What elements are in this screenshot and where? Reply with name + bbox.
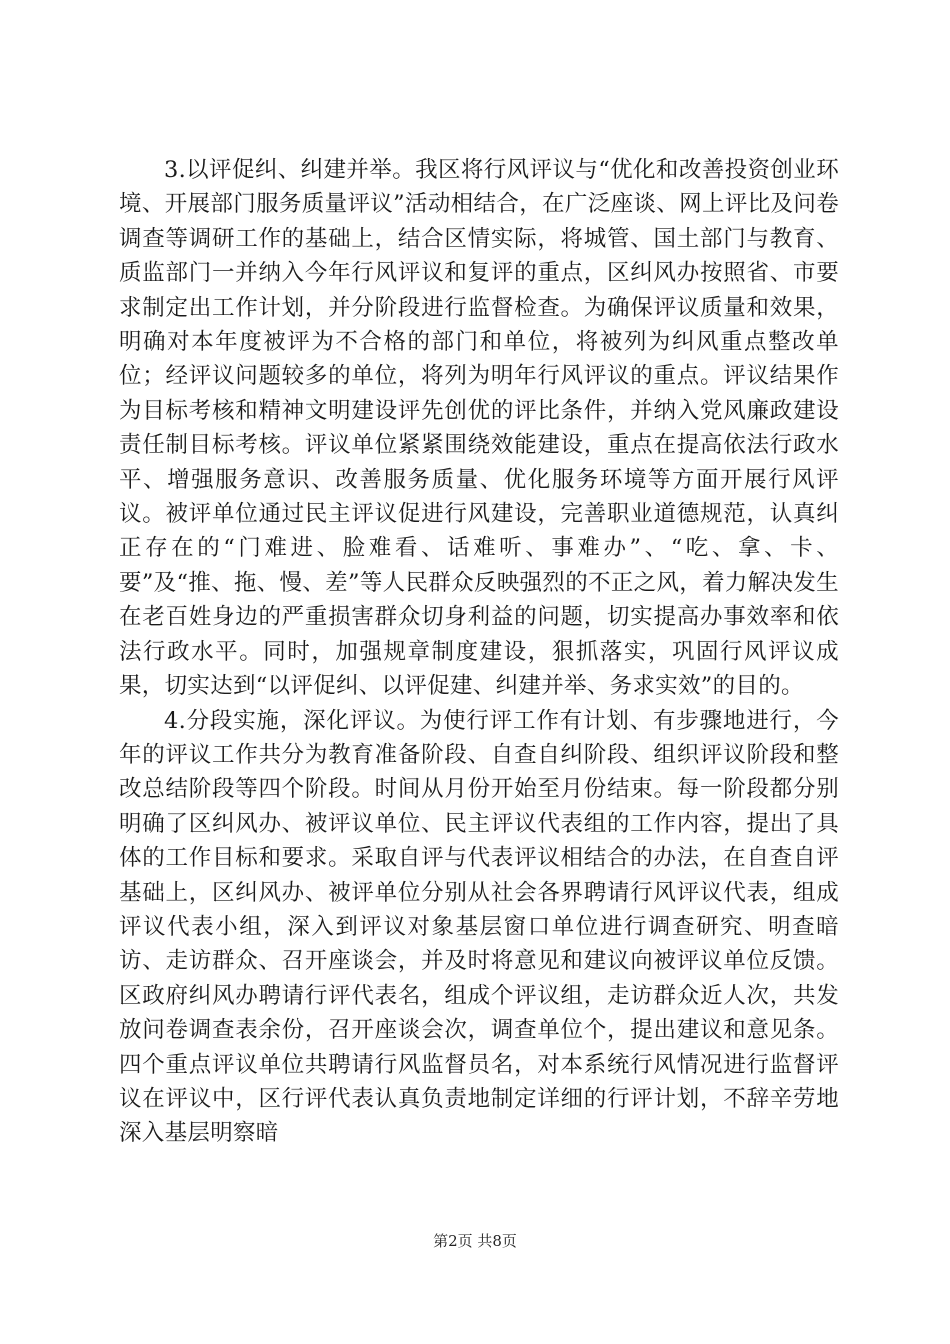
paragraph-3: 3.以评促纠、纠建并举。我区将行风评议与“优化和改善投资创业环境、开展部门服务质量评议”活动相结合，在广泛座谈、网上评比及问卷调查等调研工作的基础上，结合区情实际，将城管、国土部门与教育、质监部门一并纳入今年行风评议和复评的重点，区纠风办按照省、市要求制定出工作计划，并分阶段进行监督检查。为确保评议质量和效果，明确对本年度被评为不合格的部门和单位，将被列为纠风重点整改单位；经评议问题较多的单位，将列为明年行风评议的重点。评议结果作为目标考核和精神文明建设评先创优的评比条件，并纳入党风廉政建设责任制目标考核。评议单位紧紧围绕效能建设，重点在提高依法行政水平、增强服务意识、改善服务质量、优化服务环境等方面开展行风评议。被评单位通过民主评议促进行风建设，完善职业道德规范，认真纠正存在的“门难进、脸难看、话难听、事难办”、“吃、拿、卡、要”及“推、拖、慢、差”等人民群众反映强烈的不正之风，着力解决发生在老百姓身边的严重损害群众切身利益的问题，切实提高办事效率和依法行政水平。同时，加强规章制度建设，狠抓落实，巩固行风评议成果，切实达到“以评促纠、以评促建、纠建并举、务求实效”的目的。 [119,157,839,700]
document-body [119,153,839,1151]
page-number-footer: 第2页 共8页 [433,1232,517,1250]
paragraph-4: 4.分段实施，深化评议。为使行评工作有计划、有步骤地进行，今年的评议工作共分为教育准备阶段、自查自纠阶段、组织评议阶段和整改总结阶段等四个阶段。时间从月份开始至月份结束。每一阶段都分别明确了区纠风办、被评议单位、民主评议代表组的工作内容，提出了具体的工作目标和要求。采取自评与代表评议相结合的办法，在自查自评基础上，区纠风办、被评单位分别从社会各界聘请行风评议代表，组成评议代表小组，深入到评议对象基层窗口单位进行调查研究、明查暗访、走访群众、召开座谈会，并及时将意见和建议向被评议单位反馈。区政府纠风办聘请行评代表名，组成个评议组，走访群众近人次，共发放问卷调查表余份，召开座谈会次，调查单位个，提出建议和意见条。四个重点评议单位共聘请行风监督员名，对本系统行风情况进行监督评议在评议中，区行评代表认真负责地制定详细的行评计划，不辞辛劳地深入基层明察暗 [119,707,839,1147]
